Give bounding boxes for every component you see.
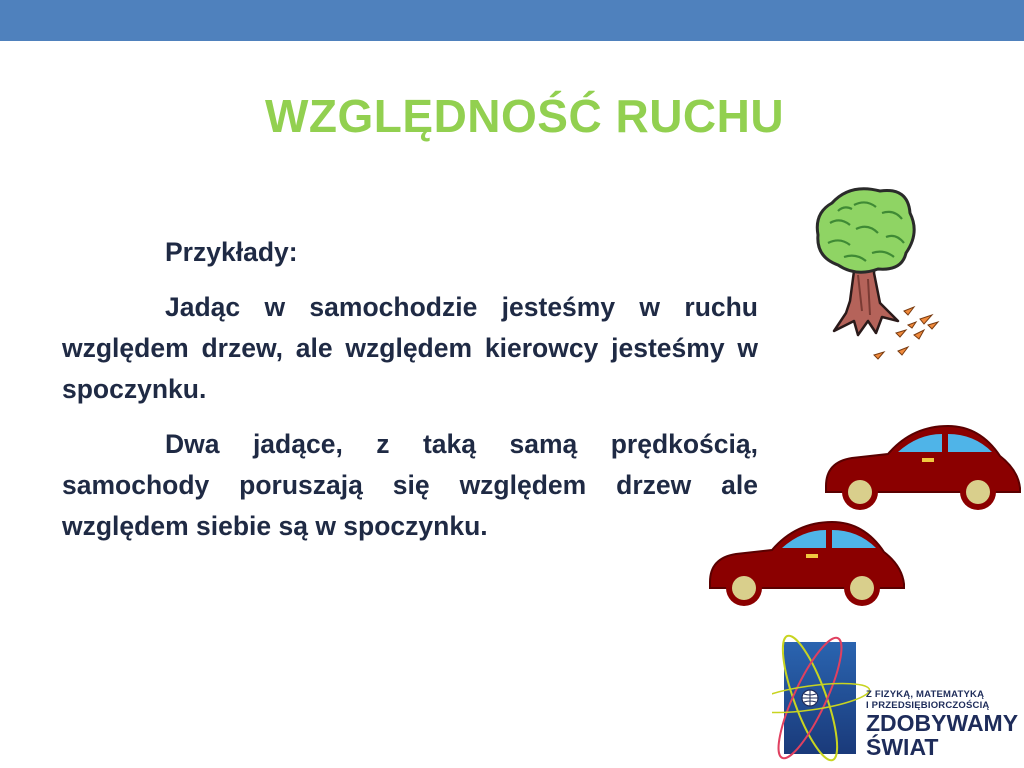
car-icon bbox=[706, 518, 906, 610]
car-icon bbox=[822, 422, 1022, 514]
logo-text bbox=[866, 689, 1018, 759]
examples-heading: Przykłady: bbox=[165, 237, 298, 267]
logo-tagline-line2: I PRZEDSIĘBIORCZOŚCIĄ bbox=[866, 700, 990, 711]
logo-name-line2: ŚWIAT bbox=[866, 734, 939, 760]
slide-title: WZGLĘDNOŚĆ RUCHU bbox=[265, 90, 785, 142]
top-bar bbox=[0, 0, 1024, 41]
logo-tagline-line1: Z FIZYKĄ, MATEMATYKĄ bbox=[866, 689, 985, 700]
slide-body bbox=[62, 232, 758, 561]
logo-name-line1: ZDOBYWAMY bbox=[866, 710, 1019, 736]
tree-icon bbox=[810, 183, 940, 363]
example-paragraph-2: Dwa jadące, z taką samą prędkością, samochody poruszają się względem drzew ale względem siebie są w spoczynku. bbox=[62, 429, 758, 541]
example-paragraph-1: Jadąc w samochodzie jesteśmy w ruchu względem drzew, ale względem kierowcy jesteśmy w spoczynku. bbox=[62, 292, 758, 404]
